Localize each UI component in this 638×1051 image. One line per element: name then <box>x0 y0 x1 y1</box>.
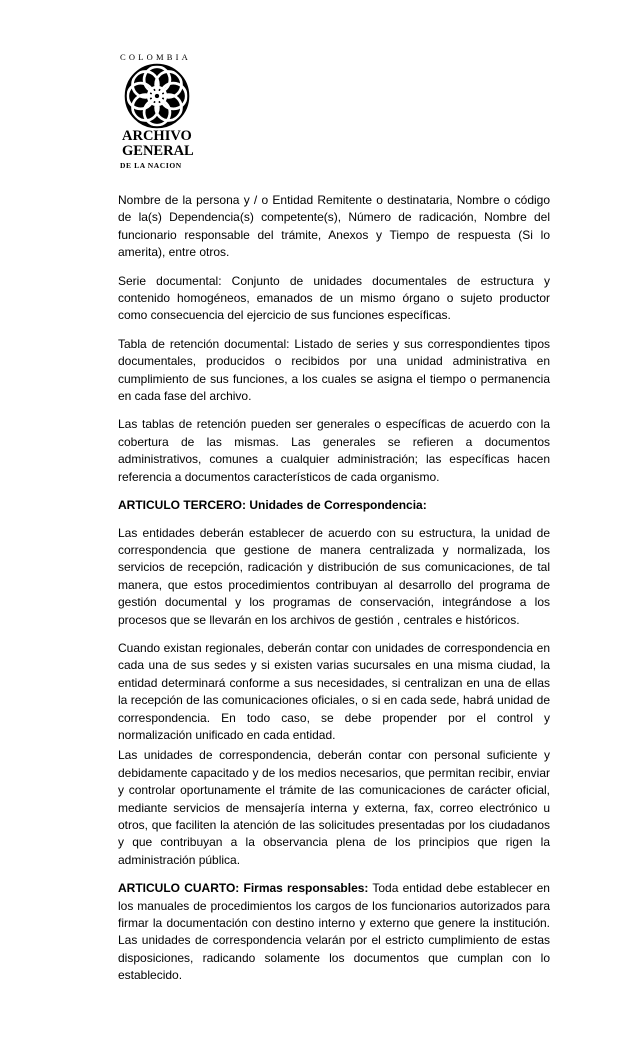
paragraph-tablas-generales: Las tablas de retención pueden ser generales o específicas de acuerdo con la cobertura de las mismas. Las generales se refieren a documentos administrativos, comunes a cualquier administración; las específicas hacen referencia a documentos característicos de cada organismo. <box>118 417 550 484</box>
paragraph-tabla-retencion: Tabla de retención documental: Listado de series y sus correspondientes tipos documentales, producidos o recibidos por una unidad administrativa en cumplimiento de sus funciones, a los cuales se asigna el tiempo o permanencia en cada fase del archivo. <box>118 336 550 404</box>
archivo-general-logo <box>118 44 208 168</box>
logo-de-la-nacion-text: DE LA NACION <box>120 161 182 170</box>
paragraph-unidad-correspondencia: Las entidades deberán establecer de acuerdo con su estructura, la unidad de correspondencia que gestione de manera centralizada y normalizada, los servicios de recepción, radicación y distribución de sus comunicaciones, de tal manera, que estos procedimientos contribuyan al desarrollo del programa de gestión documental y los programas de conservación, integrándose a los procesos que se llevarán en los archivos de gestión , centrales e históricos. <box>118 525 550 627</box>
logo-country-text: COLOMBIA <box>120 52 191 62</box>
article-four-text: Toda entidad debe establecer en los manuales de procedimientos los cargos de los funcionarios autorizados para firmar la documentación con destino interno y externo que genere la institución. Las unidades de correspondencia velarán por el estricto cumplimiento de estas disposiciones, radicando solamente los documentos que cumplan con lo establecido. <box>118 881 550 983</box>
rosette-emblem-icon <box>123 62 191 130</box>
article-four-heading: ARTICULO CUARTO: Firmas responsables: <box>118 881 369 896</box>
article-three-heading: ARTICULO TERCERO: Unidades de Correspondencia: <box>118 498 427 513</box>
logo-archivo-text: ARCHIVO <box>122 128 192 144</box>
document-body <box>118 192 550 996</box>
paragraph-personal: Las unidades de correspondencia, deberán contar con personal suficiente y debidamente capacitado y de los medios necesarios, que permitan recibir, enviar y controlar oportunamente el trámite de las comunicaciones de carácter oficial, mediante servicios de mensajería interna y externa, fax, correo electrónico u otros, que faciliten la atención de las solicitudes presentadas por los ciudadanos y que contribuyan a la observancia plena de los principios que rigen la administración pública. <box>118 748 550 867</box>
paragraph-regionales: Cuando existan regionales, deberán contar con unidades de correspondencia en cada una de sus sedes y si existen varias sucursales en una misma ciudad, la entidad determinará conforme a sus necesidades, si centralizan en una de ellas la recepción de las comunicaciones oficiales, o si en cada sede, habrá unidad de correspondencia. En todo caso, se debe propender por el control y normalización unificado en cada entidad. <box>118 640 550 742</box>
paragraph-serie-documental: Serie documental: Conjunto de unidades documentales de estructura y contenido homogéneos, emanados de un mismo órgano o sujeto productor como consecuencia del ejercicio de sus funciones específicas. <box>118 273 550 323</box>
logo-general-text: GENERAL <box>122 143 194 159</box>
paragraph-remitente: Nombre de la persona y / o Entidad Remitente o destinataria, Nombre o código de la(s) Dependencia(s) competente(s), Número de radicación, Nombre del funcionario responsable del trámite, Anexos y Tiempo de respuesta (Si lo amerita), entre otros. <box>118 193 550 260</box>
paragraph-firmas-responsables <box>118 880 550 984</box>
